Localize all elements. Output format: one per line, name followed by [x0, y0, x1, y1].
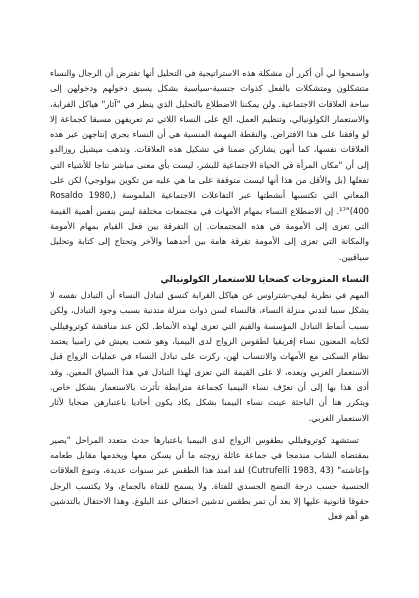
body-paragraph: المهم في نظرية ليفي-شتراوس عن هياكل القرابة كنسق لتبادل النساء أن التبادل نفسه لا يشكل سببا لتدني منزلة النساء، فالنساء لسن ذوات منزلة متدنية بسبب وجود التبادل، ولكن بسبب أنماط التبادل المؤسسة والقيم التي تعزى لهذه الأنماط. لكن عند مناقشة كوتروفيللي لكتابه المعنون نساء إفريقيا لطقوس الزواج لدى البيمبا، وهو شعب يعيش في زامبيا يعتمد نظام السكنى مع الأمهات والانتساب لهن، ركزت على تبادل النساء في عمليات الزواج قبل الاستعمار الغربي وبعده، لا على القيمة التي تعزى لهذا التبادل في هذا السياق المعين. وقد أدى هذا بها إلى أن تعرّف نساء البيمبا كجماعة مترابطة تأثرت بالاستعمار بشكل خاص. ويتكرر هنا أن الباحثة عينت نساء البيمبا بشكل يكاد يكون أحاديا باعتبارهن ضحايا لآثار الاستعمار الغربي.	[50, 290, 369, 423]
section-heading: النساء المتزوجات كضحايا للاستعمار الكولونيالي	[160, 274, 369, 285]
paragraph-spacer	[50, 426, 369, 433]
document-page	[50, 66, 369, 525]
body-paragraph: تستشهد كوتروفيللي بطقوس الزواج لدى البيمبا باعتبارها حدث متعدد المراحل "يصير بمقتضاه الشاب مندمجا في جماعة عائلة زوجته ما أن يسكن معها ويخدمها مقابل طعامه وإعاشته" (Cutrufelli 1983, 43) لقد امتد هذا الطقس عبر سنوات عديدة، وتنوع العلاقات الجنسية حسب درجة النضج الجسدي للفتاة. ولا يسمح للفتاة بالجماع، ولا يكتسب الرجل حقوقا قانونية عليها إلا بعد أن تمر بطقس تدشين احتفالي عند البلوغ. وهذا الاحتفال بالتدشين هو أهم فعل	[50, 434, 369, 522]
body-paragraph: واسمحوا لي أن أكرر أن مشكلة هذه الاستراتيجية في التحليل أنها تفترض أن الرجال والنساء متشكلون ومتشكلات بالفعل كذوات جنسية-سياسية بشكل يسبق دخولهم ودخولهن إلى ساحة العلاقات الاجتماعية. ولن يمكننا الاضطلاع بالتحليل الذي ينظر في "آثار" هياكل القرابة، والاستعمار الكولونيالي، وتنظيم العمل، الخ على النساء اللاتي تم تعريفهن مسبقا كجماعة إلا لو وافقنا على هذا الافتراض. والنقطة المهمة المنسية هي أن النساء يجري إنتاجهن عبر هذه العلاقات نفسها، كما أنهن يشاركن ضمنا في تشكيل هذه العلاقات. وتذهب ميشيل روزالدو إلى أن "مكان المرأة في الحياة الاجتماعية للبشر، ليست بأي معنى مباشر نتاجا للأشياء التي تفعلها (بل والأقل من هذا أنها ليست متوقفة على ما هي عليه من تكوين بيولوجي) لكن على المعاني التي تكتسبها أنشطتها عبر التفاعلات الاجتماعية الملموسة (Rosaldo 1980, 400)"¹⁷. إن الاضطلاع النساء بمهام الأمهات في مجتمعات مختلفة ليس بنفس أهمية القيمة التي تعزى إلى الأمومة في هذه المجتمعات. إن التفرقة بين فعل القيام بمهام الأمومة والمكانة التي تعزى إلى الأمومة تفرقة هامة بين أحدهما والآخر وتحتاج إلى كتابة وتحليل سياقيين.	[50, 68, 369, 262]
